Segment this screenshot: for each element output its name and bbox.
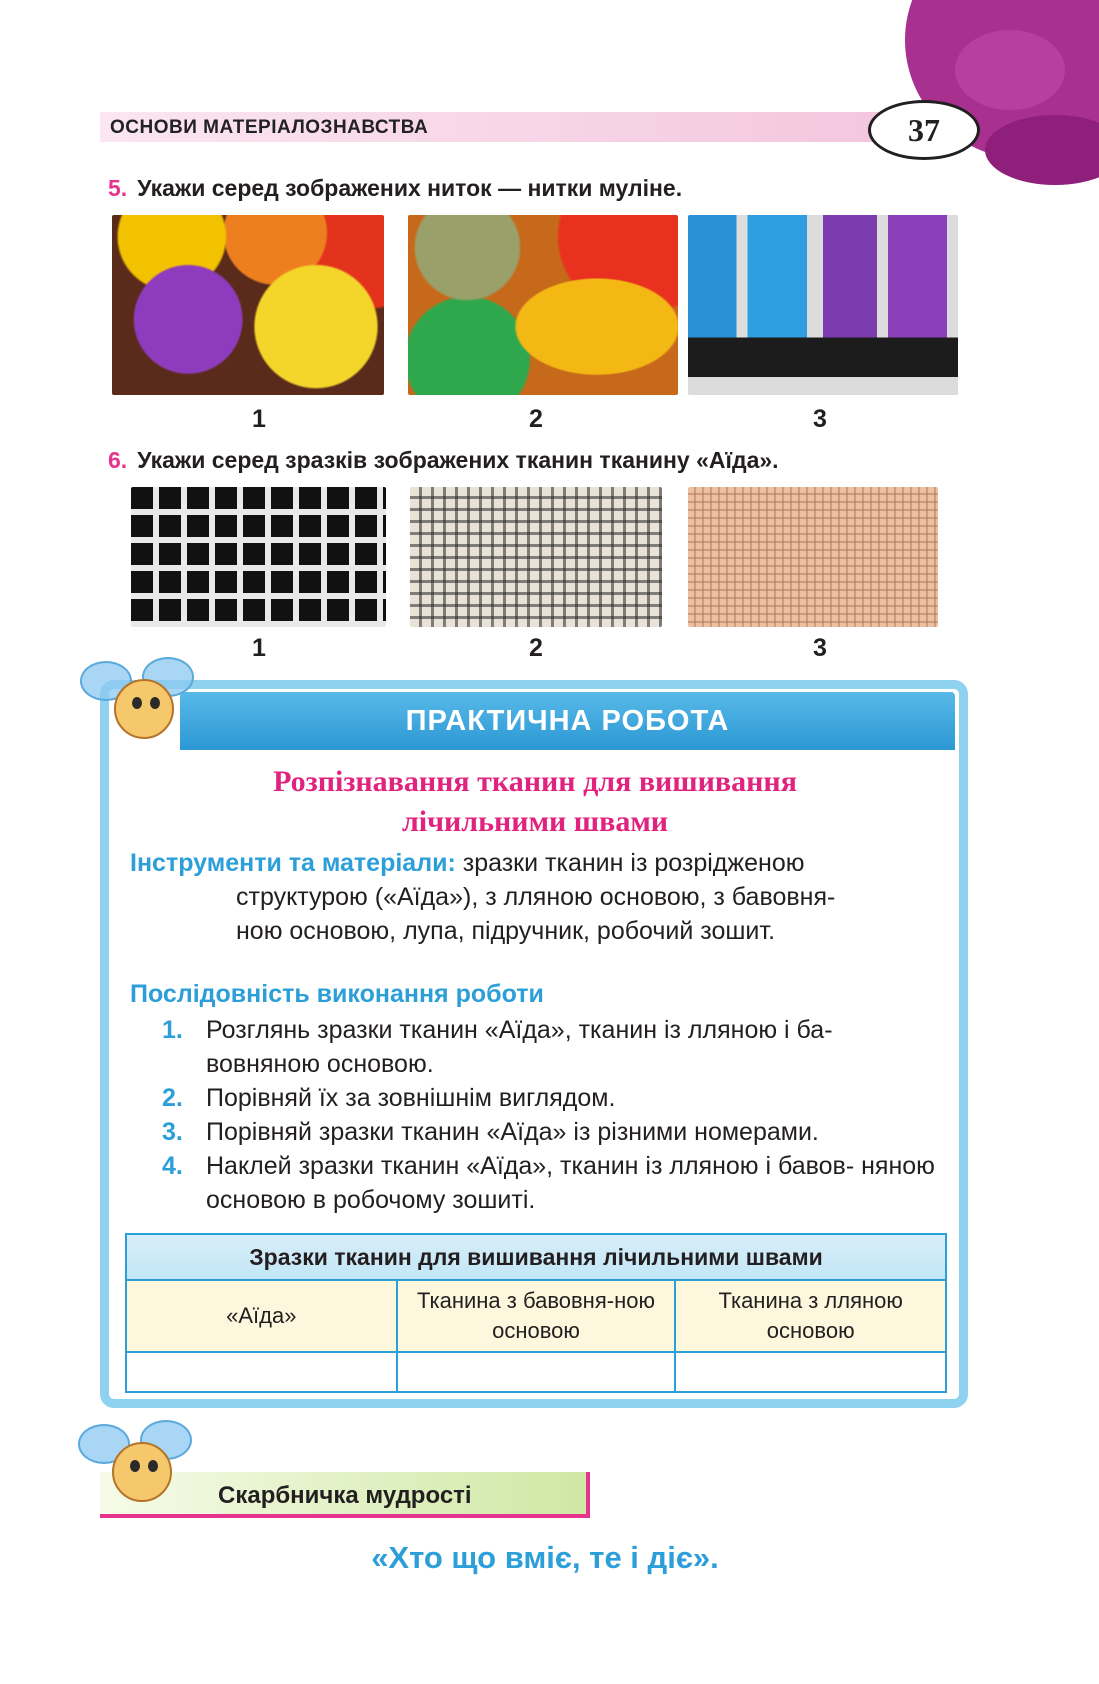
step-number: 4.	[162, 1152, 183, 1180]
wisdom-quote: «Хто що вміє, те і діє».	[371, 1540, 719, 1575]
sequence-heading: Послідовність виконання роботи	[130, 980, 544, 1008]
fabric-caption-2: 2	[529, 634, 543, 662]
table-title: Зразки тканин для вишивання лічильними швами	[126, 1234, 946, 1280]
tools-line-1: зразки тканин із розрідженою	[462, 849, 805, 877]
bee-mascot-icon	[78, 1418, 198, 1508]
fabric-caption-1: 1	[252, 634, 266, 662]
title-line-2: лічильними швами	[401, 805, 669, 838]
bee-mascot-icon	[80, 655, 200, 745]
step-item	[162, 1149, 942, 1217]
thread-caption-3: 3	[813, 405, 827, 433]
task-text: Укажи серед зразків зображених тканин тканину «Аїда».	[137, 447, 779, 473]
table-cell	[126, 1352, 397, 1392]
page-number: 37	[868, 100, 980, 160]
step-number: 3.	[162, 1118, 183, 1146]
samples-table	[125, 1233, 947, 1393]
step-item	[162, 1115, 942, 1149]
steps-list	[162, 1013, 942, 1217]
step-number: 1.	[162, 1016, 183, 1044]
fabric-image-3	[688, 487, 938, 627]
table-column-header: «Аїда»	[126, 1280, 397, 1352]
task-number: 5.	[108, 175, 128, 201]
table-column-header: Тканина з лляною основою	[675, 1280, 946, 1352]
table-cell	[675, 1352, 946, 1392]
task-number: 6.	[108, 447, 128, 473]
section-title: ОСНОВИ МАТЕРІАЛОЗНАВСТВА	[110, 117, 429, 138]
table-column-header: Тканина з бавовня-ною основою	[397, 1280, 676, 1352]
fabric-image-1	[131, 487, 386, 627]
practical-work-banner: ПРАКТИЧНА РОБОТА	[180, 692, 955, 750]
step-item	[162, 1013, 942, 1081]
step-text: Наклей зразки тканин «Аїда», тканин із лляною і бавов- няною основою в робочому зошиті.	[206, 1152, 935, 1214]
step-text: Розглянь зразки тканин «Аїда», тканин із лляною і ба- вовняною основою.	[206, 1016, 833, 1078]
tools-label: Інструменти та матеріали:	[130, 849, 456, 877]
thread-image-1	[112, 215, 384, 395]
tools-and-materials	[130, 846, 945, 948]
practical-work-title	[150, 762, 920, 842]
step-item	[162, 1081, 942, 1115]
step-text: Порівняй зразки тканин «Аїда» із різними номерами.	[206, 1118, 819, 1146]
thread-image-2	[408, 215, 678, 395]
task-text: Укажи серед зображених ниток — нитки муліне.	[137, 175, 683, 201]
thread-caption-1: 1	[252, 405, 266, 433]
table-cell	[397, 1352, 676, 1392]
step-number: 2.	[162, 1084, 183, 1112]
tools-line-3: ною основою, лупа, підручник, робочий зошит.	[236, 917, 776, 945]
fabric-image-2	[410, 487, 662, 627]
step-text: Порівняй їх за зовнішнім виглядом.	[206, 1084, 616, 1112]
thread-caption-2: 2	[529, 405, 543, 433]
tools-line-2: структурою («Аїда»), з лляною основою, з бавовня-	[236, 883, 836, 911]
task-5	[108, 175, 682, 202]
task-6	[108, 447, 779, 474]
fabric-caption-3: 3	[813, 634, 827, 662]
title-line-1: Розпізнавання тканин для вишивання	[273, 765, 797, 798]
wisdom-label: Скарбничка мудрості	[218, 1482, 472, 1509]
thread-image-3	[688, 215, 958, 395]
